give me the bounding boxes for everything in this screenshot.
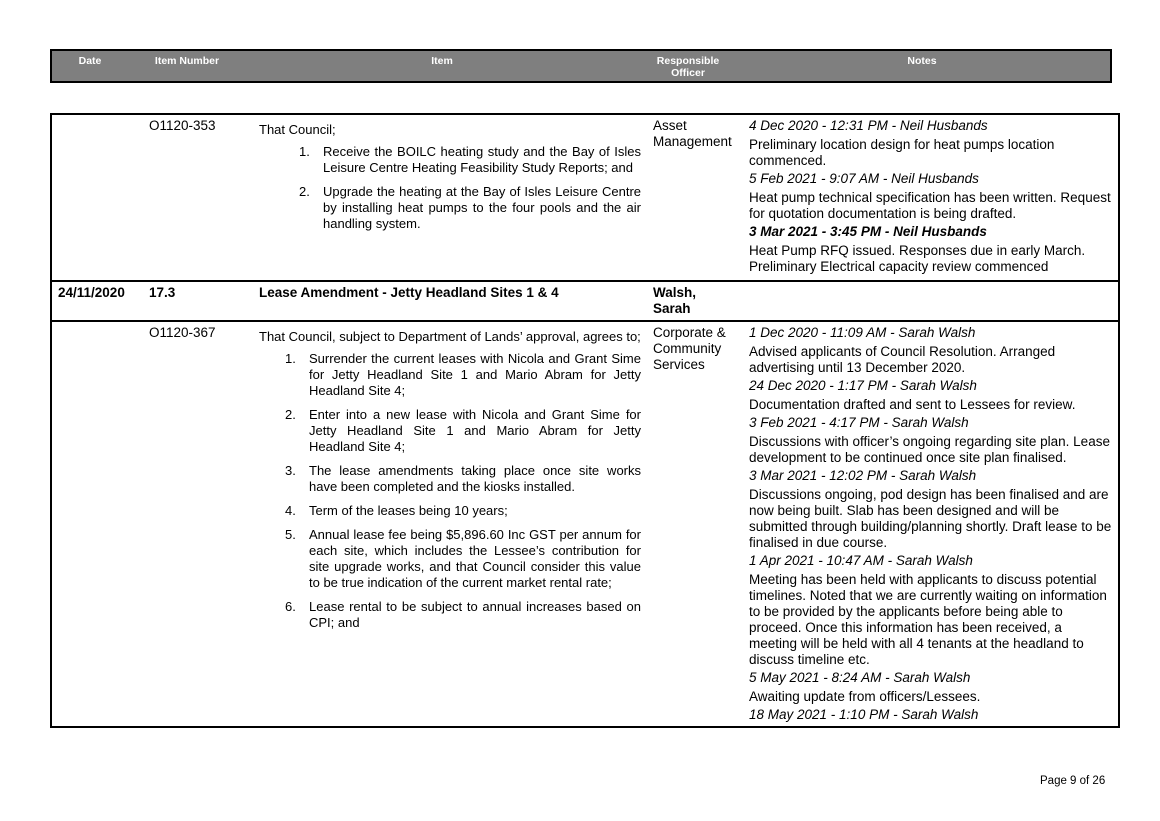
note-timestamp: 5 Feb 2021 - 9:07 AM - Neil Husbands <box>749 171 979 186</box>
note-timestamp: 24 Dec 2020 - 1:17 PM - Sarah Walsh <box>749 378 977 393</box>
note-timestamp: 3 Feb 2021 - 4:17 PM - Sarah Walsh <box>749 415 969 430</box>
header-item-number: Item Number <box>154 55 220 67</box>
note-text: Meeting has been held with applicants to discuss potential timelines. Noted that we are currently waiting on information to be provided by the applicants before being able to proceed. Once this information has been received, a meeting will be held with all 4 tenants at the headland to discuss timeline etc. <box>749 572 1107 667</box>
cell-notes <box>743 321 1119 727</box>
cell-date <box>51 114 143 281</box>
table-row <box>51 114 1119 281</box>
note-text: Heat Pump RFQ issued. Responses due in early March. Preliminary Electrical capacity review commenced <box>749 243 1086 274</box>
note-text: Documentation drafted and sent to Lessees for review. <box>749 397 1076 412</box>
note-text: Discussions ongoing, pod design has been finalised and are now being built. Slab has been designed and will be submitted through building/planning shortly. Draft lease to be finalised in due course. <box>749 487 1112 550</box>
cell-date: 24/11/2020 <box>51 281 143 321</box>
note-timestamp: 1 Apr 2021 - 10:47 AM - Sarah Walsh <box>749 553 973 568</box>
list-item: 4. Term of the leases being 10 years; <box>285 503 508 518</box>
note-text: Heat pump technical specification has been written. Request for quotation documentation is being drafted. <box>749 190 1111 221</box>
list-item: 5. Annual lease fee being $5,896.60 Inc GST per annum for each site, which includes the Lessee’s contribution for site upgrade works, and that Council consider this value to be true indication of the current market rental rate; <box>285 527 641 590</box>
page-number: Page 9 of 26 <box>1040 775 1106 787</box>
note-text: Advised applicants of Council Resolution. Arranged advertising until 13 December 2020. <box>749 344 1056 375</box>
resolution-intro: That Council, subject to Department of Lands’ approval, agrees to; <box>259 329 641 344</box>
cell-item <box>253 114 647 281</box>
cell-item-number: O1120-353 <box>149 118 216 133</box>
header-notes: Notes <box>907 55 937 67</box>
note-timestamp: 1 Dec 2020 - 11:09 AM - Sarah Walsh <box>749 325 976 340</box>
list-item: 3. The lease amendments taking place once site works have been completed and the kiosks installed. <box>285 463 641 494</box>
cell-item-number: 17.3 <box>143 281 253 321</box>
header-date: Date <box>78 55 102 67</box>
note-text: Preliminary location design for heat pumps location commenced. <box>749 137 1055 168</box>
resolution-intro: That Council; <box>259 122 336 137</box>
resolutions-table <box>50 113 1120 728</box>
list-item: 2. Enter into a new lease with Nicola and Grant Sime for Jetty Headland Site 1 and Mario Abram for Jetty Headland Site 4; <box>285 407 641 454</box>
list-item: 2. Upgrade the heating at the Bay of Isles Leisure Centre by installing heat pumps to the four pools and the air handling system. <box>299 184 641 231</box>
resolution-list <box>299 144 641 232</box>
resolution-list <box>285 351 641 631</box>
cell-notes <box>743 114 1119 281</box>
note-timestamp: 3 Mar 2021 - 12:02 PM - Sarah Walsh <box>749 468 977 483</box>
cell-item-number: O1120-367 <box>143 321 253 727</box>
cell-item <box>253 321 647 727</box>
cell-notes <box>743 281 1119 321</box>
note-timestamp: 3 Mar 2021 - 3:45 PM - Neil Husbands <box>749 224 987 239</box>
header-item: Item <box>431 55 453 67</box>
table-row <box>51 281 1119 321</box>
note-text: Discussions with officer’s ongoing regarding site plan. Lease development to be continued once site plan finalised. <box>749 434 1110 465</box>
cell-officer: Corporate & Community Services <box>647 321 743 727</box>
note-timestamp: 5 May 2021 - 8:24 AM - Sarah Walsh <box>749 670 971 685</box>
table-row <box>51 321 1119 727</box>
list-item: 6. Lease rental to be subject to annual increases based on CPI; and <box>285 599 641 630</box>
note-timestamp: 4 Dec 2020 - 12:31 PM - Neil Husbands <box>749 118 988 133</box>
cell-item: Lease Amendment - Jetty Headland Sites 1 & 4 <box>253 281 647 321</box>
cell-officer: Asset Management <box>653 118 732 149</box>
note-timestamp: 18 May 2021 - 1:10 PM - Sarah Walsh <box>749 707 979 722</box>
table-header-bar <box>50 49 1112 83</box>
cell-date <box>51 321 143 727</box>
list-item: 1. Receive the BOILC heating study and the Bay of Isles Leisure Centre Heating Feasibility Study Reports; and <box>299 144 641 175</box>
note-text: Awaiting update from officers/Lessees. <box>749 689 981 704</box>
list-item: 1. Surrender the current leases with Nicola and Grant Sime for Jetty Headland Site 1 and Mario Abram for Jetty Headland Site 4; <box>285 351 641 398</box>
header-responsible-officer: Responsible Officer <box>656 55 720 79</box>
cell-officer: Walsh, Sarah <box>647 281 743 321</box>
